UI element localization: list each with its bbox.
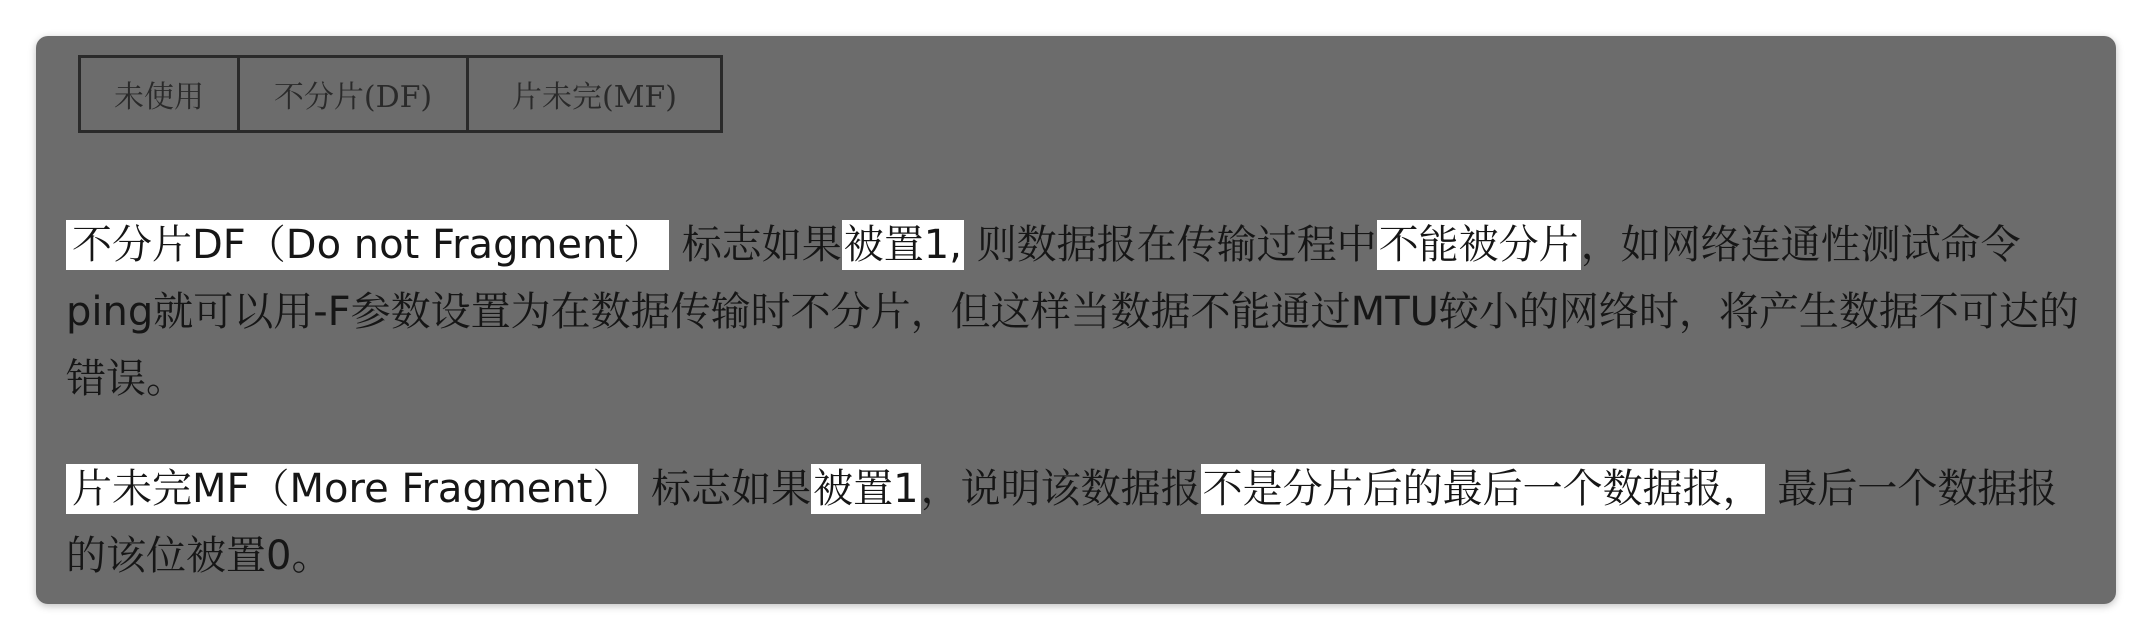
flag-cell-unused: 未使用 — [114, 80, 204, 115]
highlight-mf-term: 片未完MF（More Fragment） — [66, 464, 638, 514]
paragraph-df — [66, 212, 2096, 413]
paragraph-mf — [66, 456, 2096, 590]
flag-cell-mf: 片未完(MF) — [466, 58, 720, 130]
highlight-mf-not-last: 不是分片后的最后一个数据报， — [1202, 466, 1763, 512]
highlight-df-set1: 被置1, — [843, 222, 962, 268]
mf-text-1: 标志如果 — [651, 466, 812, 512]
flags-field-diagram — [78, 55, 723, 133]
highlight-mf-set1: 被置1 — [813, 466, 919, 512]
highlight-df-term: 不分片DF（Do not Fragment） — [66, 220, 669, 270]
df-text-3: ，如网络连通性测试命令ping就可以用-F参数设置为在数据传输时不分片，但这样当数据不能通过MTU较小的网络时，将产生数据不可达的错误。 — [66, 222, 2079, 402]
mf-text-3: 最后一个数据报的该位被置0。 — [66, 466, 2058, 579]
flag-cell-df: 不分片(DF) — [237, 58, 466, 130]
df-text-1: 标志如果 — [681, 222, 842, 268]
df-text-2: 则数据报在传输过程中 — [976, 222, 1377, 268]
highlight-df-no-fragment: 不能被分片 — [1378, 222, 1579, 268]
mf-text-2: ，说明该数据报 — [920, 466, 1201, 512]
content-card — [36, 36, 2116, 604]
